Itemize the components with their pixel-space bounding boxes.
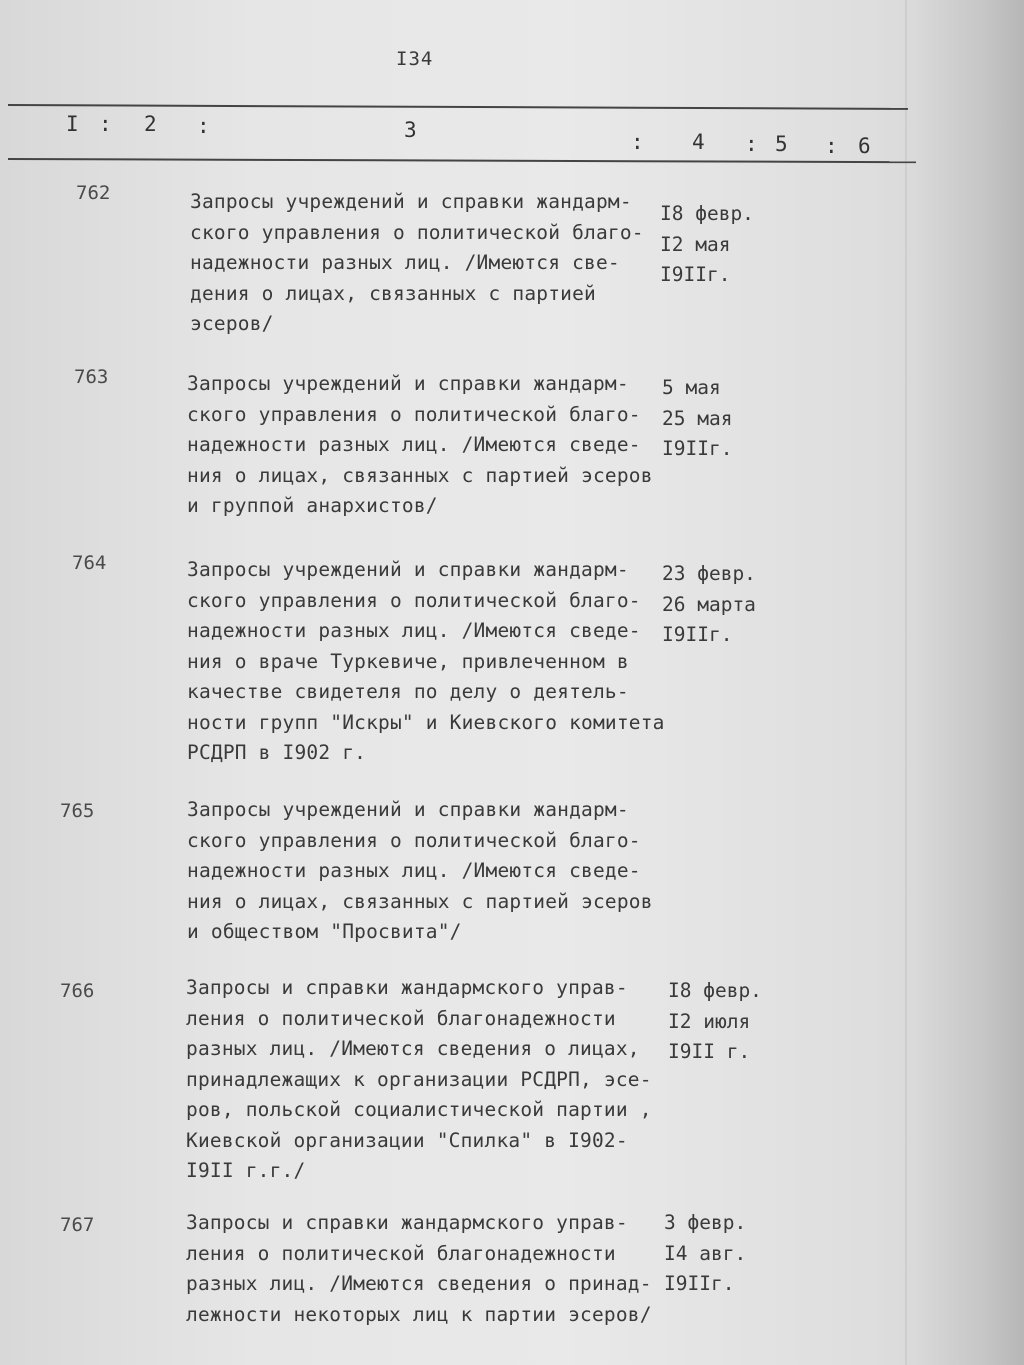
column-6-header: 6 [858,134,871,158]
column-1-header: I [66,112,79,136]
column-separator: : [745,132,758,156]
entry-number: 762 [76,182,111,204]
description-line: принадлежащих к организации РСДРП, эсе- [186,1067,652,1091]
description-line: Запросы учреждений и справки жандарм- [187,558,629,581]
description-line: ности групп "Искры" и Киевского комитета [187,710,665,734]
entry-dates [660,199,754,291]
description-line: эсеров/ [190,312,274,335]
description-line: ния о враче Туркевиче, привлеченном в [187,649,629,673]
entry-description [186,973,652,1187]
entry-dates [662,559,756,651]
column-separator: : [631,130,644,154]
date-year: I9IIг. [662,623,733,646]
description-line: и обществом "Просвита"/ [187,920,462,943]
description-line: ского управления о политической благо- [187,828,641,852]
description-line: Запросы учреждений и справки жандарм- [190,190,632,213]
description-line: надежности разных лиц. /Имеются сведе- [187,859,641,882]
description-line: надежности разных лиц. /Имеются све- [190,251,620,274]
date-end: I2 мая [660,232,731,256]
header-rule-bottom [8,158,916,163]
entry-number: 764 [72,552,107,574]
description-line: Запросы учреждений и справки жандарм- [187,798,629,821]
description-line: ского управления о политической благо- [187,402,641,426]
column-3-header: 3 [404,118,417,142]
description-line: Запросы и справки жандармского управ- [186,1211,628,1234]
entry-description [187,795,653,948]
description-line: ния о лицах, связанных с партией эсеров [187,463,653,487]
date-end: I4 авг. [664,1241,747,1265]
date-year: I9II г. [668,1040,751,1063]
entry-description [186,1208,652,1330]
description-line: и группой анархистов/ [187,494,438,517]
description-line: ров, польской социалистической партии , [186,1098,652,1121]
date-end: I2 июля [668,1009,751,1033]
description-line: надежности разных лиц. /Имеются сведе- [187,619,641,642]
date-end: 25 мая [662,406,733,430]
column-separator: : [99,112,112,136]
description-line: ского управления о политической благо- [190,220,644,244]
entry-dates [664,1208,746,1300]
description-line: ления о политической благонадежности [186,1006,616,1030]
page-edge-shadow [914,0,1024,1365]
column-2-header: 2 [144,112,157,136]
header-rule-top [8,104,908,110]
entry-description [190,187,644,340]
description-line: дения о лицах, связанных с партией [190,281,596,305]
date-end: 26 марта [662,592,756,616]
description-line: I9II г.г./ [186,1159,306,1182]
date-start: I8 февр. [660,202,754,225]
description-line: надежности разных лиц. /Имеются сведе- [187,433,641,456]
description-line: ского управления о политической благо- [187,588,641,612]
date-start: 5 мая [662,376,721,399]
column-4-header: 4 [692,130,705,154]
date-year: I9IIг. [660,263,731,286]
date-year: I9IIг. [662,437,733,460]
date-start: 3 февр. [664,1211,747,1234]
date-year: I9IIг. [664,1272,735,1295]
description-line: качестве свидетеля по делу о деятель- [187,680,629,703]
entry-number: 765 [60,800,95,822]
entry-number: 766 [60,980,95,1002]
description-line: ления о политической благонадежности [186,1241,616,1265]
column-5-header: 5 [775,132,788,156]
entry-dates [662,373,732,465]
page-number: I34 [396,48,434,70]
description-line: ния о лицах, связанных с партией эсеров [187,889,653,913]
entry-description [187,555,665,769]
column-separator: : [197,114,210,138]
entry-number: 767 [60,1214,95,1236]
description-line: разных лиц. /Имеются сведения о принад- [186,1272,652,1295]
date-start: 23 февр. [662,562,756,585]
entry-dates [668,976,762,1068]
description-line: Запросы и справки жандармского управ- [186,976,628,999]
description-line: РСДРП в I902 г. [187,741,367,764]
description-line: Запросы учреждений и справки жандарм- [187,372,629,395]
sheet-edge [905,0,907,1365]
entry-description [187,369,653,522]
description-line: Киевской организации "Спилка" в I902- [186,1128,628,1152]
entry-number: 763 [74,366,109,388]
column-separator: : [825,134,838,158]
description-line: разных лиц. /Имеются сведения о лицах, [186,1037,640,1060]
description-line: лежности некоторых лиц к партии эсеров/ [186,1302,652,1326]
date-start: I8 февр. [668,979,762,1002]
